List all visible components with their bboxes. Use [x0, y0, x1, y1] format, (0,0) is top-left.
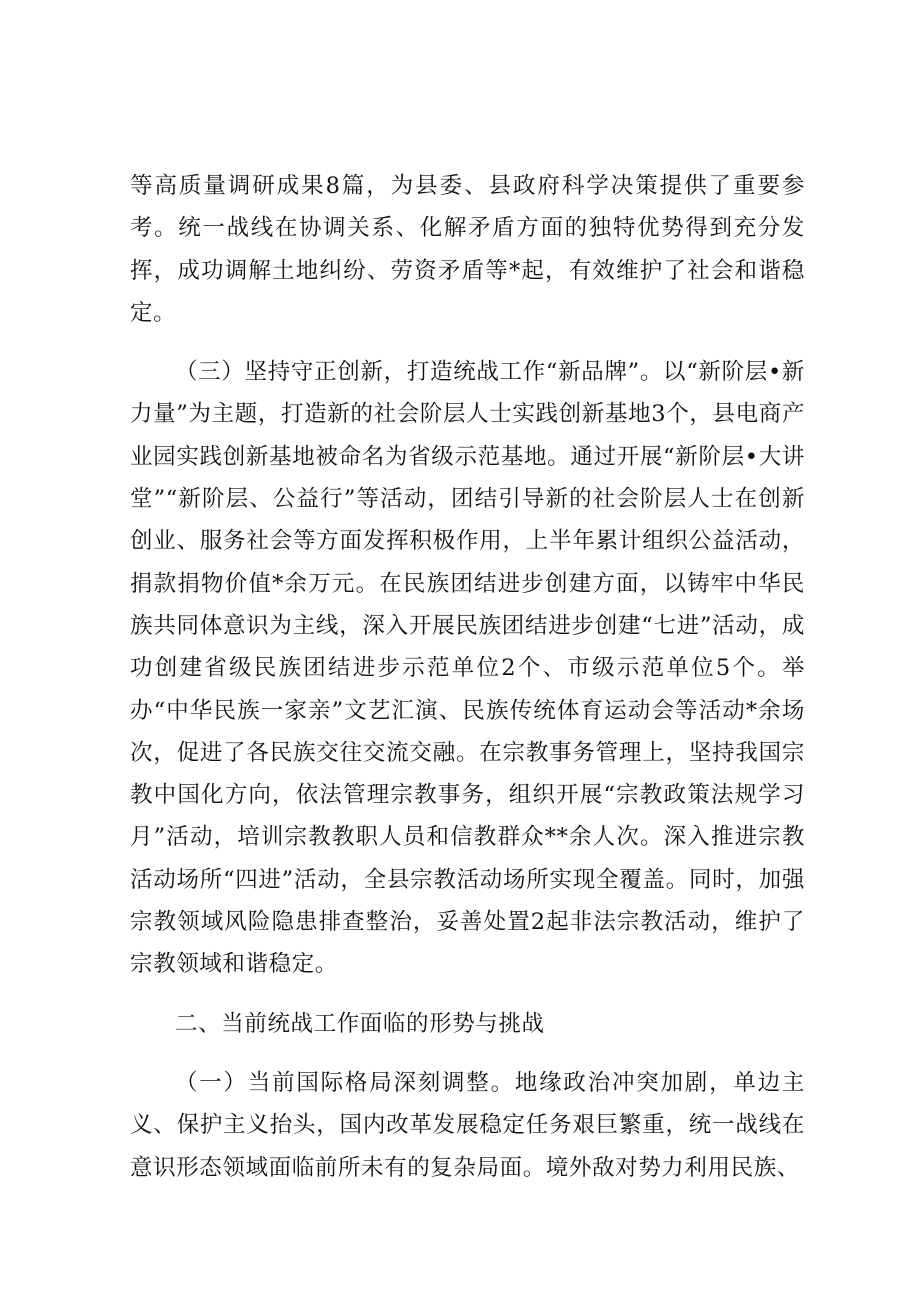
paragraph-research-results: 等高质量调研成果8篇，为县委、县政府科学决策提供了重要参考。统一战线在协调关系、化解矛盾方面的独特优势得到充分发挥，成功调解土地纠纷、劳资矛盾等*起，有效维护了社会和谐稳定。: [130, 173, 805, 326]
document-body: [130, 165, 805, 1189]
paragraph-innovation-brand: （三）坚持守正创新，打造统战工作“新品牌”。以“新阶层•新力量”为主题，打造新的社会阶层人士实践创新基地3个，县电商产业园实践创新基地被命名为省级示范基地。通过开展“新阶层•大讲堂”“新阶层、公益行”等活动，团结引导新的社会阶层人士在创新创业、服务社会等方面发挥积极作用，上半年累计组织公益活动，捐款捐物价值*余万元。在民族团结进步创建方面，以铸牢中华民族共同体意识为主线，深入开展民族团结进步创建“七进”活动，成功创建省级民族团结进步示范单位2个、市级示范单位5个。举办“中华民族一家亲”文艺汇演、民族传统体育运动会等活动*余场次，促进了各民族交往交流交融。在宗教事务管理上，坚持我国宗教中国化方向，依法管理宗教事务，组织开展“宗教政策法规学习月”活动，培训宗教教职人员和信教群众**余人次。深入推进宗教活动场所“四进”活动，全县宗教活动场所实现全覆盖。同时，加强宗教领域风险隐患排查整治，妥善处置2起非法宗教活动，维护了宗教领域和谐稳定。: [130, 359, 805, 978]
section-heading-challenges: 二、当前统战工作面临的形势与挑战: [175, 1010, 545, 1037]
paragraph-international-situation: （一）当前国际格局深刻调整。地缘政治冲突加剧，单边主义、保护主义抬头，国内改革发展稳定任务艰巨繁重，统一战线在意识形态领域面临前所未有的复杂局面。境外敌对势力利用民族、: [130, 1069, 805, 1181]
